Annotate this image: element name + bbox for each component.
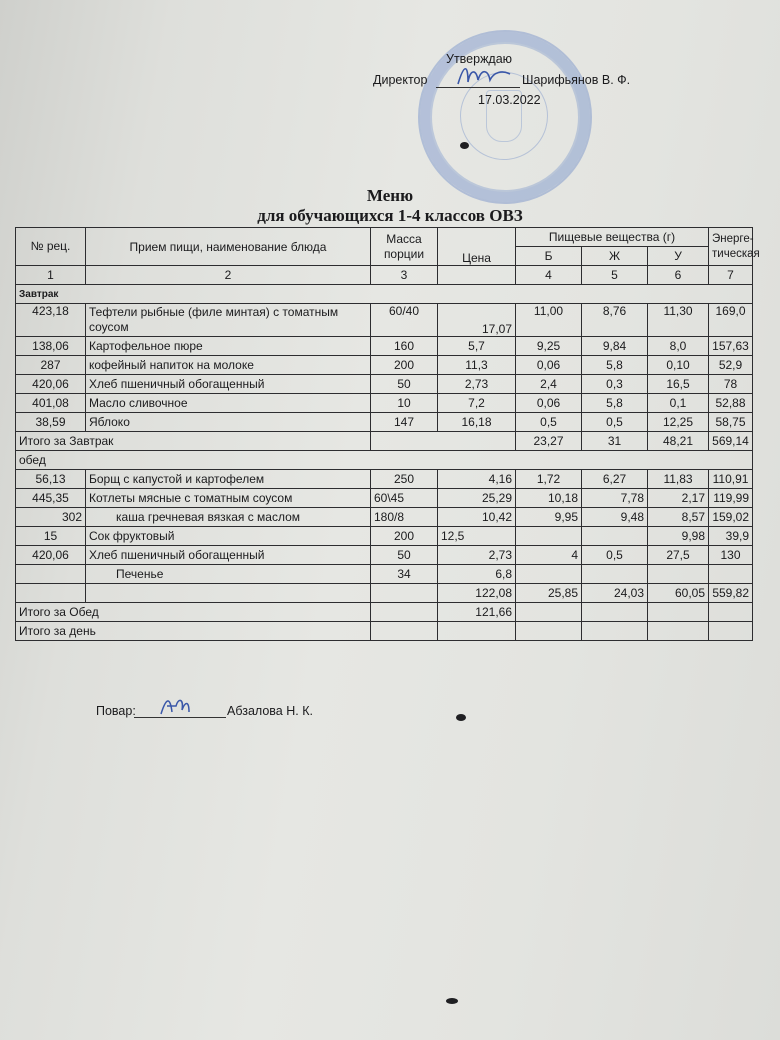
dish-price: 10,42	[438, 508, 516, 527]
dish-energy	[709, 565, 753, 584]
lunch-total-row	[16, 603, 753, 622]
table-row	[16, 489, 753, 508]
header-mass: Масса порции	[371, 228, 438, 266]
dish-name: Картофельное пюре	[86, 337, 371, 356]
day-total-row	[16, 622, 753, 641]
rec-num: 138,06	[16, 337, 86, 356]
table-row	[16, 356, 753, 375]
rec-num: 420,06	[16, 375, 86, 394]
ink-spot	[456, 714, 466, 721]
dish-energy: 159,02	[709, 508, 753, 527]
col-number: 5	[582, 266, 648, 285]
rec-num: 38,59	[16, 413, 86, 432]
dish-mass: 200	[371, 356, 438, 375]
dish-mass: 60\45	[371, 489, 438, 508]
dish-name: Хлеб пшеничный обогащенный	[86, 375, 371, 394]
dish-energy: 169,0	[709, 304, 753, 337]
dish-u: 27,5	[648, 546, 709, 565]
header-b: Б	[516, 247, 582, 266]
header-dish: Прием пищи, наименование блюда	[86, 228, 371, 266]
breakfast-label: Завтрак	[16, 285, 753, 304]
breakfast-total-label: Итого за Завтрак	[16, 432, 371, 451]
dish-u: 0,10	[648, 356, 709, 375]
dish-b: 0,5	[516, 413, 582, 432]
dish-mass: 50	[371, 546, 438, 565]
header-row-1	[16, 228, 753, 247]
breakfast-section-row	[16, 285, 753, 304]
director-label: Директор	[373, 73, 428, 87]
dish-energy: 39,9	[709, 527, 753, 546]
dish-mass: 50	[371, 375, 438, 394]
col-number: 3	[371, 266, 438, 285]
director-name: Шарифьянов В. Ф.	[522, 73, 631, 87]
breakfast-total-b: 23,27	[516, 432, 582, 451]
dish-name: кофейный напиток на молоке	[86, 356, 371, 375]
rec-num: 302	[16, 508, 86, 527]
breakfast-total-row	[16, 432, 753, 451]
menu-table	[15, 227, 760, 641]
breakfast-total-energy: 569,14	[709, 432, 753, 451]
dish-name: Тефтели рыбные (филе минтая) с томатным соусом	[86, 304, 371, 337]
dish-price: 5,7	[438, 337, 516, 356]
dish-zh	[582, 565, 648, 584]
breakfast-total-u: 48,21	[648, 432, 709, 451]
dish-name: Яблоко	[86, 413, 371, 432]
rec-num: 287	[16, 356, 86, 375]
col-number-row	[16, 266, 753, 285]
rec-num: 423,18	[16, 304, 86, 337]
dish-energy: 78	[709, 375, 753, 394]
dish-zh: 6,27	[582, 470, 648, 489]
dish-zh: 7,78	[582, 489, 648, 508]
dish-energy: 52,88	[709, 394, 753, 413]
rec-num: 420,06	[16, 546, 86, 565]
dish-price: 6,8	[438, 565, 516, 584]
table-row	[16, 565, 753, 584]
lunch-total-label: Итого за Обед	[16, 603, 371, 622]
table-row	[16, 508, 753, 527]
dish-zh	[582, 527, 648, 546]
dish-zh: 5,8	[582, 394, 648, 413]
dish-u	[648, 565, 709, 584]
dish-b: 2,4	[516, 375, 582, 394]
dish-name: Котлеты мясные с томатным соусом	[86, 489, 371, 508]
dish-price: 2,73	[438, 546, 516, 565]
director-signature-icon	[454, 62, 514, 90]
dish-zh: 5,8	[582, 356, 648, 375]
dish-b: 0,06	[516, 394, 582, 413]
lunch-total-price: 121,66	[438, 603, 516, 622]
col-number: 6	[648, 266, 709, 285]
header-nutrients: Пищевые вещества (г)	[516, 228, 709, 247]
dish-name: Хлеб пшеничный обогащенный	[86, 546, 371, 565]
dish-b: 10,18	[516, 489, 582, 508]
day-total-label: Итого за день	[16, 622, 371, 641]
table-row	[16, 546, 753, 565]
lunch-sum-price: 122,08	[438, 584, 516, 603]
header-u: У	[648, 247, 709, 266]
dish-price: 12,5	[438, 527, 516, 546]
dish-zh: 9,48	[582, 508, 648, 527]
dish-mass: 34	[371, 565, 438, 584]
cook-label: Повар:	[96, 704, 136, 718]
lunch-sum-b: 25,85	[516, 584, 582, 603]
table-row	[16, 527, 753, 546]
header-energy: Энерге-тическая	[709, 228, 753, 266]
dish-zh: 0,5	[582, 413, 648, 432]
col-number: 1	[16, 266, 86, 285]
dish-b: 0,06	[516, 356, 582, 375]
dish-zh: 9,84	[582, 337, 648, 356]
col-number: 7	[709, 266, 753, 285]
header-num: № рец.	[16, 228, 86, 266]
page-subtitle: для обучающихся 1-4 классов ОВЗ	[257, 206, 523, 225]
dish-price: 17,07	[438, 304, 516, 337]
dish-u: 8,57	[648, 508, 709, 527]
dish-u: 0,1	[648, 394, 709, 413]
dish-energy: 110,91	[709, 470, 753, 489]
dish-u: 2,17	[648, 489, 709, 508]
dish-price: 11,3	[438, 356, 516, 375]
table-row	[16, 304, 753, 337]
dish-energy: 52,9	[709, 356, 753, 375]
dish-price: 16,18	[438, 413, 516, 432]
page-title: Меню	[366, 186, 414, 205]
dish-u: 11,83	[648, 470, 709, 489]
dish-name: Борщ с капустой и картофелем	[86, 470, 371, 489]
lunch-section-row	[16, 451, 753, 470]
dish-b	[516, 565, 582, 584]
dish-mass: 200	[371, 527, 438, 546]
dish-name: Масло сливочное	[86, 394, 371, 413]
table-row	[16, 375, 753, 394]
dish-b: 4	[516, 546, 582, 565]
rec-num: 401,08	[16, 394, 86, 413]
dish-zh: 0,3	[582, 375, 648, 394]
table-row	[16, 413, 753, 432]
col-number: 2	[86, 266, 371, 285]
lunch-sum-u: 60,05	[648, 584, 709, 603]
dish-mass: 10	[371, 394, 438, 413]
approved-label: Утверждаю	[446, 52, 513, 66]
dish-u: 11,30	[648, 304, 709, 337]
lunch-sum-zh: 24,03	[582, 584, 648, 603]
dish-b: 9,25	[516, 337, 582, 356]
dish-name: Сок фруктовый	[86, 527, 371, 546]
lunch-sum-energy: 559,82	[709, 584, 753, 603]
dish-u: 16,5	[648, 375, 709, 394]
cook-signature-icon	[158, 694, 192, 718]
lunch-sum-row	[16, 584, 753, 603]
dish-price: 7,2	[438, 394, 516, 413]
dish-energy: 130	[709, 546, 753, 565]
dish-mass: 147	[371, 413, 438, 432]
breakfast-total-zh: 31	[582, 432, 648, 451]
dish-b: 11,00	[516, 304, 582, 337]
dish-zh: 0,5	[582, 546, 648, 565]
dish-price: 4,16	[438, 470, 516, 489]
rec-num: 56,13	[16, 470, 86, 489]
rec-num: 15	[16, 527, 86, 546]
dish-mass: 60/40	[371, 304, 438, 337]
dish-u: 8,0	[648, 337, 709, 356]
table-row	[16, 470, 753, 489]
header-zh: Ж	[582, 247, 648, 266]
dish-name: Печенье	[86, 565, 371, 584]
col-number: 4	[516, 266, 582, 285]
dish-u: 9,98	[648, 527, 709, 546]
dish-price: 25,29	[438, 489, 516, 508]
dish-name: каша гречневая вязкая с маслом	[86, 508, 371, 527]
rec-num	[16, 565, 86, 584]
table-row	[16, 337, 753, 356]
dish-price: 2,73	[438, 375, 516, 394]
lunch-label: обед	[16, 451, 753, 470]
dish-u: 12,25	[648, 413, 709, 432]
dish-mass: 180/8	[371, 508, 438, 527]
dish-energy: 157,63	[709, 337, 753, 356]
ink-spot	[446, 998, 458, 1004]
dish-b: 1,72	[516, 470, 582, 489]
table-row	[16, 394, 753, 413]
dish-mass: 250	[371, 470, 438, 489]
dish-b: 9,95	[516, 508, 582, 527]
dish-mass: 160	[371, 337, 438, 356]
dish-energy: 58,75	[709, 413, 753, 432]
dish-energy: 119,99	[709, 489, 753, 508]
rec-num: 445,35	[16, 489, 86, 508]
dish-b	[516, 527, 582, 546]
ink-spot	[460, 142, 469, 149]
approval-date: 17.03.2022	[478, 93, 541, 107]
header-price: Цена	[438, 228, 516, 266]
cook-name: Абзалова Н. К.	[227, 704, 313, 718]
dish-zh: 8,76	[582, 304, 648, 337]
